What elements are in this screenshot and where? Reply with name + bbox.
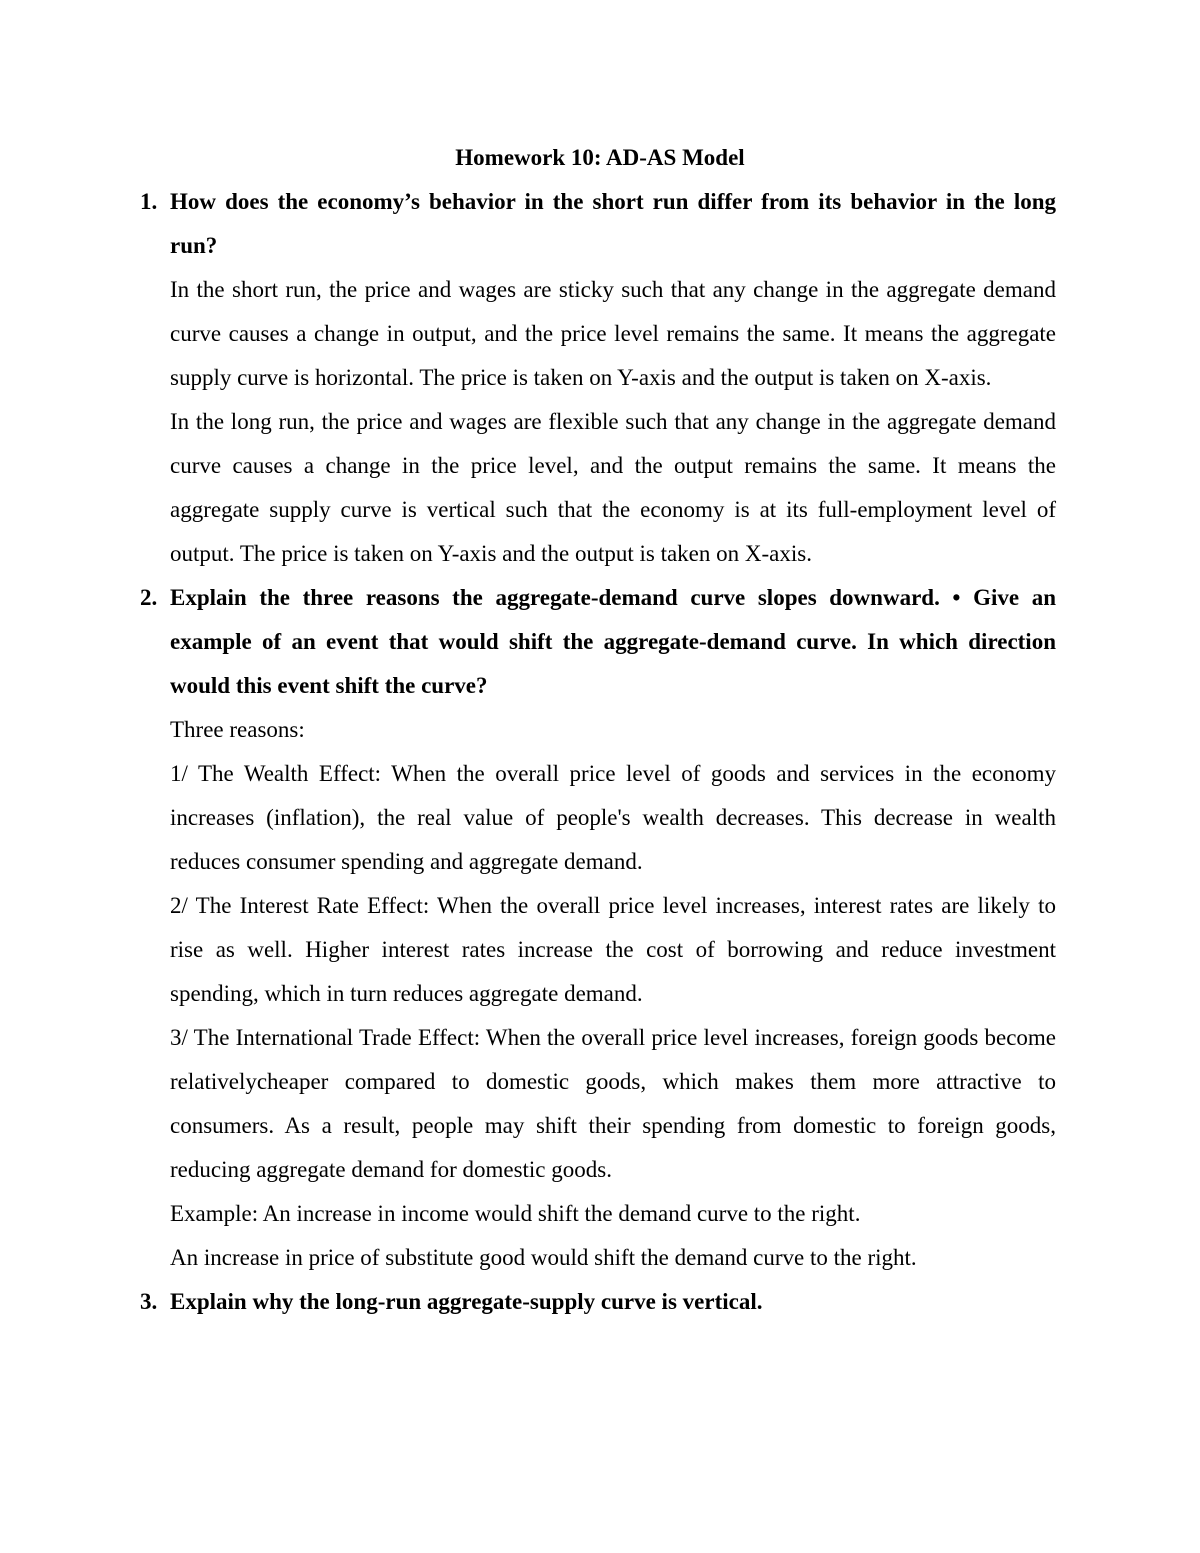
document-body xyxy=(140,180,1056,1324)
answer-paragraph: 3/ The International Trade Effect: When the overall price level increases, foreign goods become relativelycheaper compared to domestic goods, which makes them more attractive to consumers. As a result, people may shift their spending from domestic to foreign goods, reducing aggregate demand for domestic goods. xyxy=(170,1025,1056,1182)
question-text: Explain why the long-run aggregate-supply curve is vertical. xyxy=(170,1289,763,1314)
question-text: How does the economy’s behavior in the short run differ from its behavior in the long run? xyxy=(170,189,1056,258)
question-number: 1. xyxy=(140,189,158,214)
answer-paragraph: 2/ The Interest Rate Effect: When the overall price level increases, interest rates are likely to rise as well. Higher interest rates increase the cost of borrowing and reduce investment spending, which in turn reduces aggregate demand. xyxy=(170,893,1056,1006)
answer-paragraph: 1/ The Wealth Effect: When the overall price level of goods and services in the economy increases (inflation), the real value of people's wealth decreases. This decrease in wealth reduces consumer spending and aggregate demand. xyxy=(170,761,1056,874)
page-title: Homework 10: AD-AS Model xyxy=(455,145,745,170)
answer-paragraph: In the long run, the price and wages are flexible such that any change in the aggregate demand curve causes a change in the price level, and the output remains the same. It means the aggregate supply curve is vertical such that the economy is at its full-employment level of output. The price is taken on Y-axis and the output is taken on X-axis. xyxy=(170,409,1056,566)
question-1 xyxy=(140,180,1056,268)
question-number: 3. xyxy=(140,1289,158,1314)
answer-paragraph: Example: An increase in income would shift the demand curve to the right. xyxy=(170,1201,861,1226)
question-2 xyxy=(140,576,1056,708)
question-3 xyxy=(140,1280,1056,1324)
question-number: 2. xyxy=(140,585,158,610)
answer-paragraph: In the short run, the price and wages are sticky such that any change in the aggregate demand curve causes a change in output, and the price level remains the same. It means the aggregate supply curve is horizontal. The price is taken on Y-axis and the output is taken on X-axis. xyxy=(170,277,1056,390)
answer-paragraph: An increase in price of substitute good would shift the demand curve to the right. xyxy=(170,1245,917,1270)
answer-paragraph: Three reasons: xyxy=(170,717,305,742)
question-text: Explain the three reasons the aggregate-demand curve slopes downward. • Give an example of an event that would shift the aggregate-demand curve. In which direction would this event shift the curve? xyxy=(170,585,1056,698)
